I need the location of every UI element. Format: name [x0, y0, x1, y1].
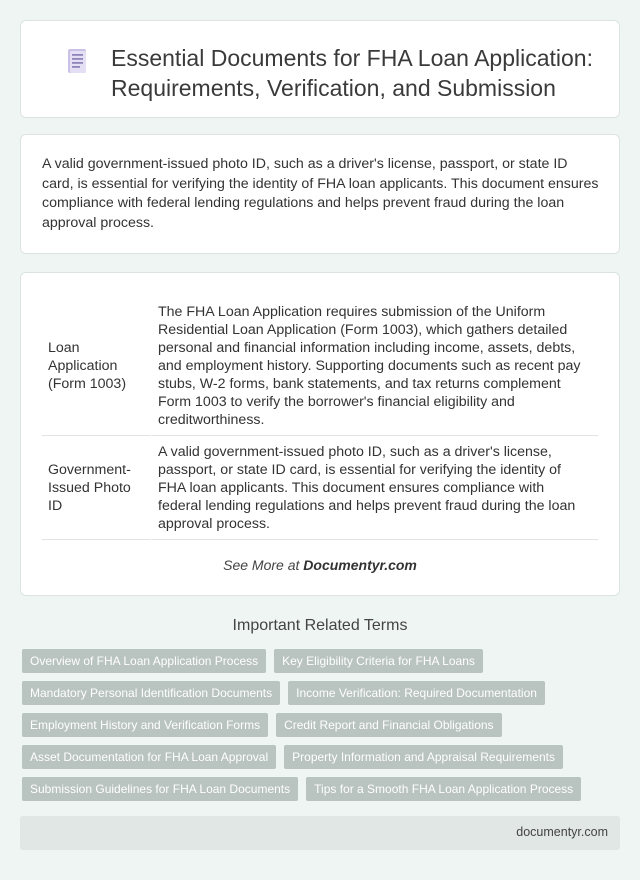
table-row	[42, 436, 598, 540]
document-icon	[61, 45, 95, 79]
row-description: A valid government-issued photo ID, such as a driver's license, passport, or state ID card, is essential for verifying the identity of FHA loan applicants. This document ensures compliance with federal lending regulations and helps prevent fraud during the loan approval process.	[150, 436, 598, 540]
related-tag[interactable]: Income Verification: Required Documentation	[288, 681, 545, 705]
title-card	[20, 20, 620, 118]
tag-row	[22, 777, 622, 809]
footer-site[interactable]: documentyr.com	[516, 825, 608, 839]
row-term: Loan Application (Form 1003)	[42, 295, 150, 436]
related-tag[interactable]: Asset Documentation for FHA Loan Approval	[22, 745, 276, 769]
see-more-link[interactable]	[21, 557, 619, 573]
intro-card	[20, 134, 620, 254]
tag-row	[22, 713, 622, 745]
related-terms-tags	[22, 649, 622, 809]
documents-table-card	[20, 272, 620, 596]
related-tag[interactable]: Credit Report and Financial Obligations	[276, 713, 501, 737]
documents-table	[42, 295, 598, 540]
footer	[20, 816, 620, 850]
related-tag[interactable]: Mandatory Personal Identification Documents	[22, 681, 280, 705]
related-tag[interactable]: Property Information and Appraisal Requirements	[284, 745, 563, 769]
intro-text: A valid government-issued photo ID, such as a driver's license, passport, or state ID card, is essential for verifying the identity of FHA loan applicants. This document ensures compliance with federal lending regulations and helps prevent fraud during the loan approval process.	[42, 156, 599, 231]
related-terms-heading: Important Related Terms	[232, 617, 408, 634]
row-description: The FHA Loan Application requires submission of the Uniform Residential Loan Application (Form 1003), which gathers detailed personal and financial information including income, assets, debts, and employment history. Supporting documents such as recent pay stubs, W-2 forms, bank statements, and tax returns complement Form 1003 to verify the borrower's financial eligibility and creditworthiness.	[150, 295, 598, 436]
tag-row	[22, 649, 622, 681]
row-term: Government-Issued Photo ID	[42, 436, 150, 540]
title-line-2: Requirements, Verification, and Submission	[111, 75, 556, 101]
related-tag[interactable]: Employment History and Verification Forms	[22, 713, 268, 737]
table-row	[42, 295, 598, 436]
tag-row	[22, 681, 622, 713]
see-more-prefix: See More at	[223, 557, 304, 573]
related-tag[interactable]: Submission Guidelines for FHA Loan Documents	[22, 777, 298, 801]
page-title	[111, 43, 593, 103]
tag-row	[22, 745, 622, 777]
title-line-1: Essential Documents for FHA Loan Application:	[111, 45, 593, 71]
related-tag[interactable]: Key Eligibility Criteria for FHA Loans	[274, 649, 483, 673]
related-tag[interactable]: Overview of FHA Loan Application Process	[22, 649, 266, 673]
related-tag[interactable]: Tips for a Smooth FHA Loan Application Process	[306, 777, 581, 801]
see-more-site[interactable]: Documentyr.com	[303, 557, 417, 573]
